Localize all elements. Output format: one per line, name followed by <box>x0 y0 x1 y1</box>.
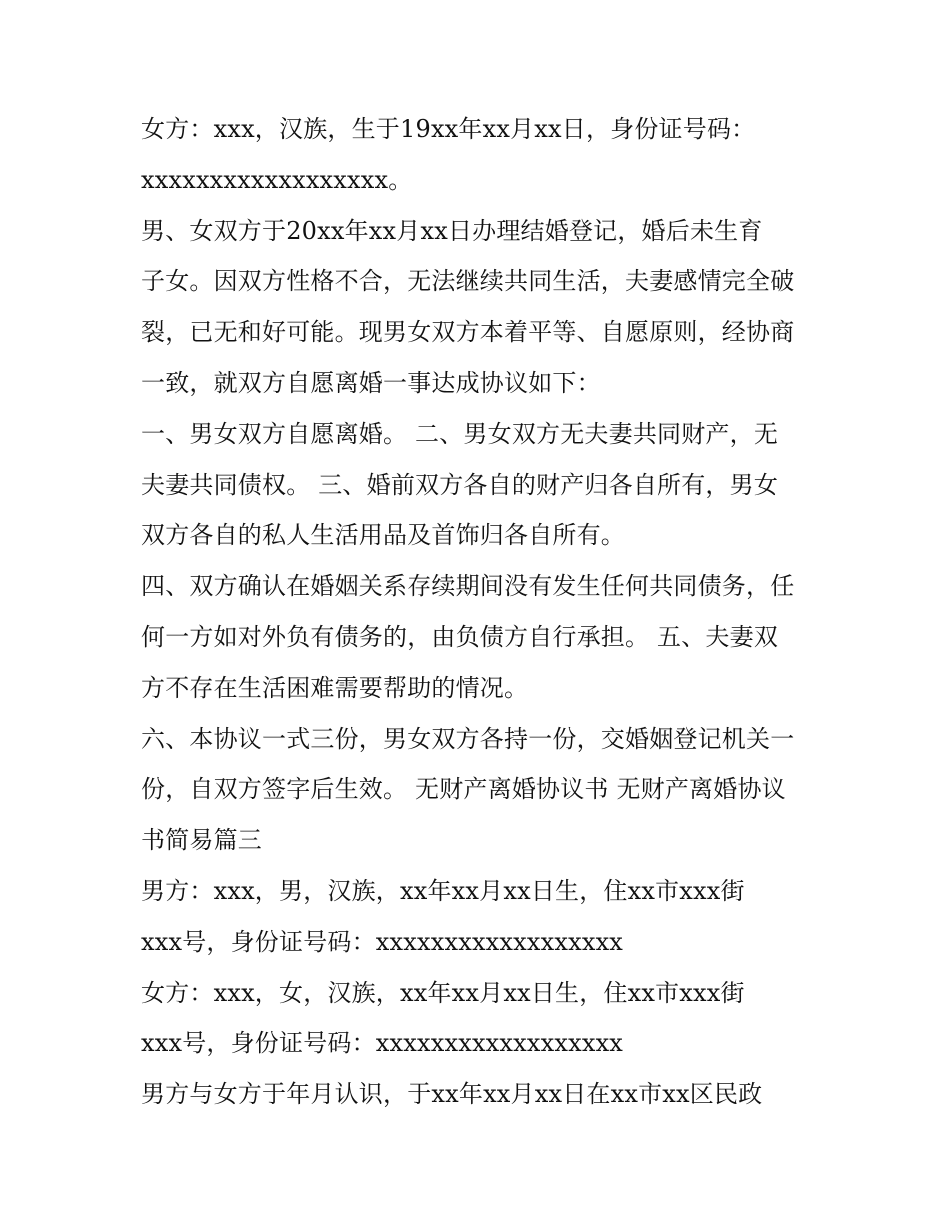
text-line: 裂，已无和好可能。现男女双方本着平等、自愿原则，经协商 <box>141 318 795 347</box>
text-line: 夫妻共同债权。 三、婚前双方各自的财产归各自所有，男女 <box>141 470 779 499</box>
text-line: 六、本协议一式三份，男女双方各持一份，交婚姻登记机关一 <box>141 724 795 753</box>
text-line: 方不存在生活困难需要帮助的情况。 <box>141 673 529 702</box>
text-line: 子女。因双方性格不合，无法继续共同生活，夫妻感情完全破 <box>141 267 795 296</box>
text-line: 双方各自的私人生活用品及首饰归各自所有。 <box>141 521 625 550</box>
text-line: xxx号，身份证号码：xxxxxxxxxxxxxxxxxx <box>141 1029 624 1058</box>
text-line: 女方：xxx，汉族，生于19xx年xx月xx日，身份证号码： <box>141 115 756 143</box>
text-line: 女方：xxx，女，汉族，xx年xx月xx日生，住xx市xxx街 <box>141 978 745 1007</box>
text-line: 男、女双方于20xx年xx月xx日办理结婚登记，婚后未生育 <box>141 216 763 245</box>
text-line: 份，自双方签字后生效。 无财产离婚协议书 无财产离婚协议 <box>141 775 786 804</box>
text-line: 男方与女方于年月认识，于xx年xx月xx日在xx市xx区民政 <box>141 1080 763 1109</box>
text-line: 何一方如对外负有债务的，由负债方自行承担。 五、夫妻双 <box>141 622 779 651</box>
text-line: 男方：xxx，男，汉族，xx年xx月xx日生，住xx市xxx街 <box>141 876 745 905</box>
text-line: xxx号，身份证号码：xxxxxxxxxxxxxxxxxx <box>141 927 624 956</box>
text-line: 一致，就双方自愿离婚一事达成协议如下： <box>141 368 601 397</box>
text-line: xxxxxxxxxxxxxxxxxx。 <box>141 165 413 194</box>
text-line: 四、双方确认在婚姻关系存续期间没有发生任何共同债务，任 <box>141 572 795 601</box>
text-line: 一、男女双方自愿离婚。 二、男女双方无夫妻共同财产，无 <box>141 419 779 448</box>
text-line: 书简易篇三 <box>141 826 262 855</box>
document-body <box>141 104 821 1120</box>
